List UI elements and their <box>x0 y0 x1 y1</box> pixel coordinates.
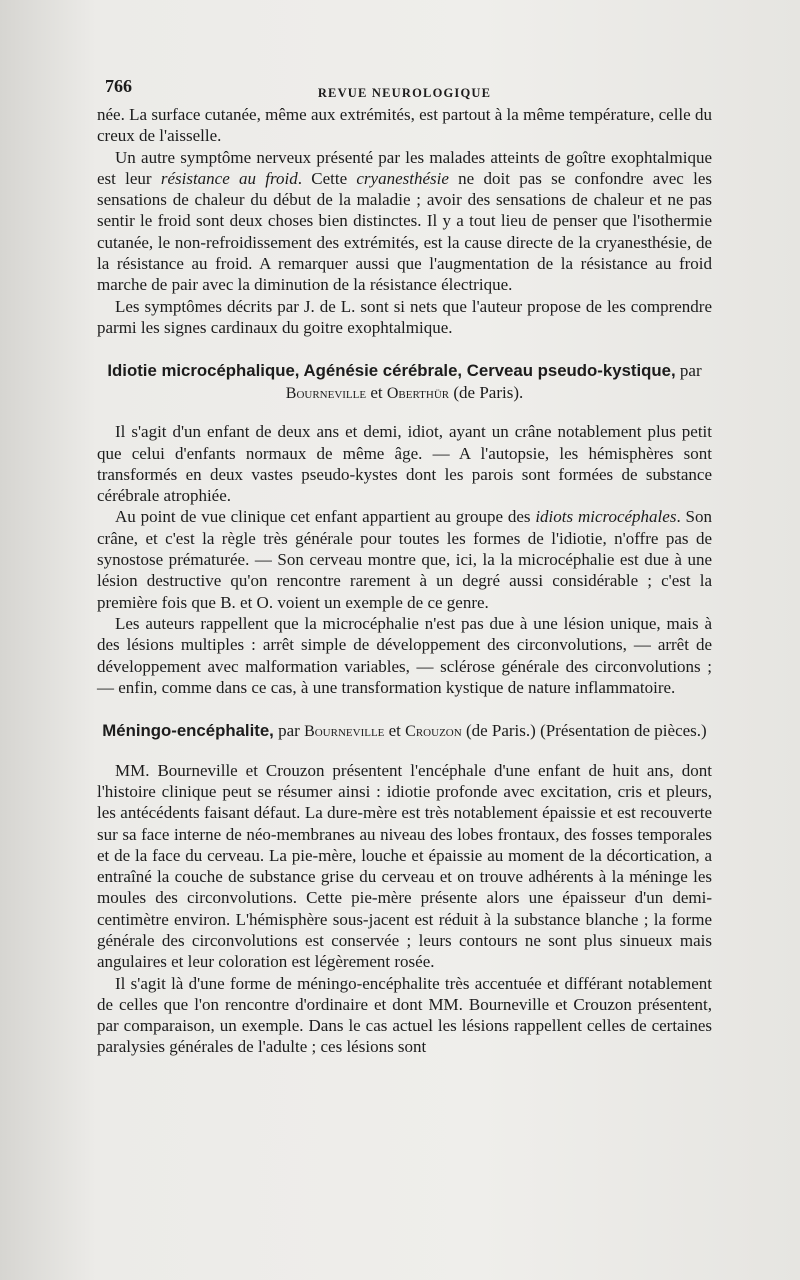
article-idiotie <box>97 360 712 698</box>
intro-text <box>97 104 712 338</box>
article-heading: Méningo-encéphalite, par Bourneville et Crouzon (de Paris.) (Présentation de pièces.) <box>102 721 707 741</box>
page-number: 766 <box>105 76 132 96</box>
emphasis-cryanesthesie: cryanesthésie <box>356 168 449 188</box>
author-name: Bourneville <box>304 723 385 741</box>
emphasis-idiots: idiots microcéphales <box>535 507 677 527</box>
running-head <box>97 70 712 104</box>
article-meningo <box>97 720 712 1058</box>
intro-paragraph-3: Les symptômes décrits par J. de L. sont si nets que l'auteur propose de les comprendre parmi les signes cardinaux du goitre exophtalmique. <box>97 296 712 337</box>
journal-title: REVUE NEUROLOGIQUE <box>317 86 492 100</box>
body-paragraph: Au point de vue clinique cet enfant appartient au groupe des idiots microcéphales. Son crâne, et c'est la règle très générale pour toutes les formes de l'idiotie, n'offre pas de synostose prématurée. — Son cerveau montre que, ici, la la microcéphalie est due à une lésion destructive qu'on rencontre rarement à un degré aussi considérable ; c'est la première fois que B. et O. voient un exemple de ce genre. <box>97 507 712 612</box>
intro-paragraph-1: née. La surface cutanée, même aux extrémités, est partout à la même température, celle du creux de l'aisselle. <box>97 105 712 146</box>
body-paragraph: MM. Bourneville et Crouzon présentent l'encéphale d'une enfant de huit ans, dont l'histoire clinique peut se résumer ainsi : idiotie profonde avec excitation, cris et pleurs, les antécédents faisant défaut. La dure-mère est très notablement épaissie et est recouverte sur sa face interne de néo-membranes au niveau des lobes frontaux, des fosses temporales et de la face du cerveau. La pie-mère, louche et épaissie au moment de la décortication, a entraîné la couche de substance grise du cerveau et on trouve adhérents à la méninge les moules des circonvolutions. Cette pie-mère présente alors une épaisseur d'un demi-centimètre environ. L'hémisphère sous-jacent est réduit à la substance blanche ; la forme générale des circonvolutions est conservée ; leurs contours ne sont plus sinueux mais angulaires et leur coloration est légèrement rosée. <box>97 760 712 972</box>
author-name: Bourneville <box>285 384 367 402</box>
author-name: Crouzon <box>405 723 462 741</box>
article-heading: Idiotie microcéphalique, Agénésie cérébrale, Cerveau pseudo-kystique, par Bourneville et Oberthür (de Paris). <box>107 361 702 402</box>
emphasis-resistance: résistance au froid <box>160 168 298 188</box>
body-paragraph: Les auteurs rappellent que la microcéphalie n'est pas due à une lésion unique, mais à des lésions multiples : arrêt simple de développement des circonvolutions, — arrêt de développement avec malformation variables, — sclérose générale des circonvolutions ; — enfin, comme dans ce cas, à une transformation kystique de nature inflammatoire. <box>97 613 712 697</box>
author-name: Oberthür <box>386 384 450 402</box>
body-paragraph: Il s'agit d'un enfant de deux ans et demi, idiot, ayant un crâne notablement plus petit que celui d'enfants normaux de même âge. — A l'autopsie, les hémisphères sont transformés en deux vastes pseudo-kystes dont les parois sont formées de substance cérébrale atrophiée. <box>97 422 712 506</box>
body-paragraph: Il s'agit là d'une forme de méningo-encéphalite très accentuée et différant notablement de celles que l'on rencontre d'ordinaire et dont MM. Bourneville et Crouzon présentent, par comparaison, un exemple. Dans le cas actuel les lésions rappellent celles de certaines paralysies générales de l'adulte ; ces lésions sont <box>97 973 712 1057</box>
presentation-note: (Présentation de pièces.) <box>540 721 707 741</box>
article-title: Idiotie microcéphalique, Agénésie cérébrale, Cerveau pseudo-kystique, <box>107 361 676 381</box>
article-title: Méningo-encéphalite, <box>102 721 274 741</box>
intro-paragraph-2: Un autre symptôme nerveux présenté par les malades atteints de goître exophtalmique est leur résistance au froid. Cette cryanesthésie ne doit pas se confondre avec les sensations de chaleur du début de la maladie ; avoir des sensations de chaleur et ne pas sentir le froid sont deux choses bien distinctes. Il y a tout lieu de penser que l'isothermie cutanée, le non-refroidissement des extrémités, est la cause directe de la cryanesthésie, de la résistance au froid. A remarquer aussi que l'augmentation de la résistance au froid marche de pair avec la diminution de la résistance électrique. <box>97 147 712 295</box>
